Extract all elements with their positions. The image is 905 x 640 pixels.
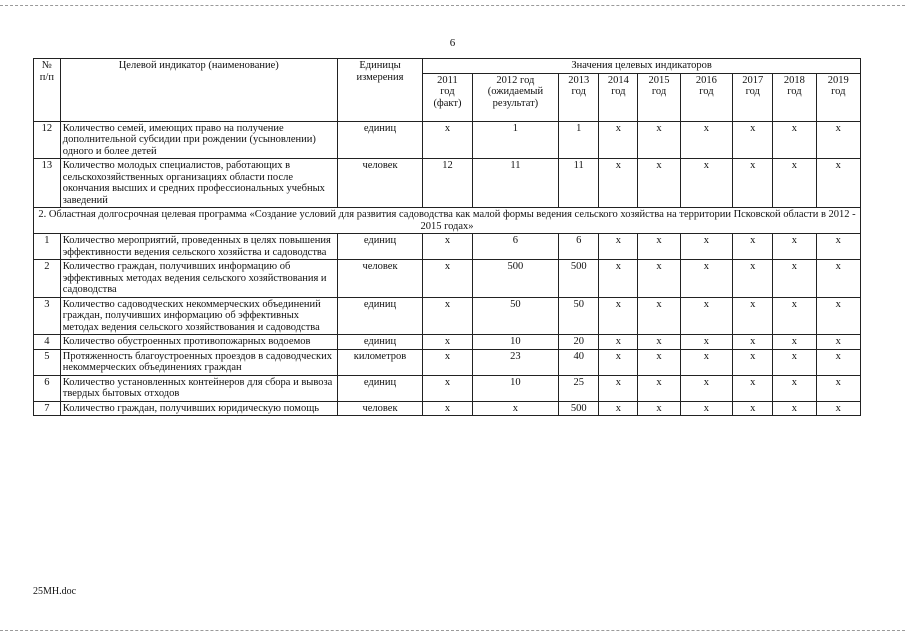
indicator-value: 1: [559, 121, 599, 159]
row-number: 1: [34, 234, 61, 260]
indicator-value: 11: [559, 159, 599, 208]
header-unit: Единицы измерения: [337, 59, 422, 122]
row-number: 12: [34, 121, 61, 159]
indicator-name: Количество установленных контейнеров для сбора и вывоза твердых бытовых отходов: [60, 375, 337, 401]
indicator-value: х: [680, 234, 733, 260]
header-year: 2014 год: [599, 73, 638, 121]
indicator-value: х: [773, 335, 816, 350]
indicator-value: 6: [472, 234, 558, 260]
indicator-value: х: [638, 121, 680, 159]
header-year: 2016 год: [680, 73, 733, 121]
indicator-value: х: [733, 335, 773, 350]
indicator-value: х: [638, 234, 680, 260]
row-number: 7: [34, 401, 61, 416]
header-year: 2019 год: [816, 73, 860, 121]
table-row: [34, 375, 861, 401]
unit-of-measure: единиц: [337, 297, 422, 335]
indicator-value: х: [733, 297, 773, 335]
indicator-value: 1: [472, 121, 558, 159]
header-row-1: [34, 59, 861, 74]
indicator-name: Количество обустроенных противопожарных водоемов: [60, 335, 337, 350]
indicator-value: х: [638, 401, 680, 416]
indicator-value: х: [773, 401, 816, 416]
indicator-value: х: [733, 375, 773, 401]
indicator-value: 6: [559, 234, 599, 260]
table-body-part-1: [34, 121, 861, 208]
unit-of-measure: единиц: [337, 121, 422, 159]
footer-filename: 25MH.doc: [33, 586, 77, 597]
indicator-value: х: [773, 234, 816, 260]
indicator-value: х: [773, 349, 816, 375]
indicator-value: х: [599, 375, 638, 401]
indicator-value: х: [680, 159, 733, 208]
scan-edge-top: [0, 5, 905, 6]
indicator-value: 40: [559, 349, 599, 375]
unit-of-measure: человек: [337, 401, 422, 416]
indicator-value: 500: [559, 260, 599, 298]
page-number: 6: [449, 37, 456, 49]
indicator-value: х: [599, 335, 638, 350]
row-number: 2: [34, 260, 61, 298]
indicator-value: х: [423, 335, 472, 350]
indicator-value: х: [816, 297, 860, 335]
indicator-value: х: [816, 234, 860, 260]
table-row: [34, 121, 861, 159]
indicator-value: х: [680, 260, 733, 298]
indicator-value: 500: [472, 260, 558, 298]
indicator-value: х: [733, 159, 773, 208]
unit-of-measure: человек: [337, 159, 422, 208]
table-row: [34, 234, 861, 260]
header-year: 2018 год: [773, 73, 816, 121]
indicator-value: х: [680, 335, 733, 350]
indicator-value: 25: [559, 375, 599, 401]
indicator-value: х: [733, 121, 773, 159]
indicator-value: х: [423, 401, 472, 416]
section-title: 2. Областная долгосрочная целевая программа «Создание условий для развития садоводства как малой формы ведения сельского хозяйства на территории Псковской области в 2012 - 2015 годах»: [34, 208, 861, 234]
indicator-value: х: [638, 260, 680, 298]
header-year: 2012 год (ожидаемый результат): [472, 73, 558, 121]
indicator-name: Количество граждан, получивших юридическую помощь: [60, 401, 337, 416]
indicator-value: х: [599, 260, 638, 298]
indicator-value: х: [816, 335, 860, 350]
indicator-value: х: [599, 297, 638, 335]
indicator-value: х: [423, 234, 472, 260]
indicator-value: х: [599, 401, 638, 416]
indicator-value: х: [638, 349, 680, 375]
indicator-value: х: [680, 349, 733, 375]
indicator-value: х: [680, 297, 733, 335]
indicator-value: х: [733, 349, 773, 375]
indicator-value: х: [423, 349, 472, 375]
indicator-name: Количество граждан, получивших информацию об эффективных методах ведения сельского хозяйствования и садоводства: [60, 260, 337, 298]
indicator-value: 10: [472, 375, 558, 401]
table-row: [34, 297, 861, 335]
indicator-value: х: [423, 121, 472, 159]
indicator-value: х: [599, 121, 638, 159]
indicator-name: Количество садоводческих некоммерческих объединений граждан, получивших информацию об эффективных методах ведения сельского хозяйствования и садоводства: [60, 297, 337, 335]
indicator-value: х: [423, 375, 472, 401]
indicator-value: х: [638, 375, 680, 401]
header-values-group: Значения целевых индикаторов: [423, 59, 861, 74]
indicator-value: 20: [559, 335, 599, 350]
indicator-value: х: [816, 121, 860, 159]
row-number: 6: [34, 375, 61, 401]
table-row: [34, 159, 861, 208]
indicator-value: х: [599, 349, 638, 375]
indicator-value: 50: [559, 297, 599, 335]
indicator-value: х: [773, 297, 816, 335]
indicators-table: [33, 58, 861, 416]
indicator-value: х: [733, 260, 773, 298]
indicator-name: Протяженность благоустроенных проездов в садоводческих некоммерческих объединениях граждан: [60, 349, 337, 375]
indicator-value: х: [816, 159, 860, 208]
table-row: [34, 349, 861, 375]
unit-of-measure: километров: [337, 349, 422, 375]
header-year: 2017 год: [733, 73, 773, 121]
header-year: 2013 год: [559, 73, 599, 121]
indicator-value: х: [733, 401, 773, 416]
indicator-value: х: [638, 335, 680, 350]
header-num: № п/п: [34, 59, 61, 122]
row-number: 4: [34, 335, 61, 350]
header-year: 2011 год (факт): [423, 73, 472, 121]
indicator-value: х: [816, 260, 860, 298]
section-2-body: [34, 208, 861, 234]
indicator-value: 12: [423, 159, 472, 208]
row-number: 5: [34, 349, 61, 375]
indicator-name: Количество мероприятий, проведенных в целях повышения эффективности ведения сельского хозяйства и садоводства: [60, 234, 337, 260]
header-name: Целевой индикатор (наименование): [60, 59, 337, 122]
table-body-part-2: [34, 234, 861, 416]
table-row: [34, 335, 861, 350]
indicator-value: х: [680, 121, 733, 159]
indicator-name: Количество молодых специалистов, работающих в сельскохозяйственных организациях области после окончания высших и средних профессиональных учебных заведений: [60, 159, 337, 208]
indicator-value: х: [423, 260, 472, 298]
unit-of-measure: человек: [337, 260, 422, 298]
section-row: [34, 208, 861, 234]
indicator-value: х: [423, 297, 472, 335]
indicator-value: х: [472, 401, 558, 416]
unit-of-measure: единиц: [337, 234, 422, 260]
indicator-value: х: [773, 121, 816, 159]
scan-edge-bottom: [0, 630, 905, 631]
row-number: 3: [34, 297, 61, 335]
indicator-value: х: [599, 234, 638, 260]
indicator-value: 500: [559, 401, 599, 416]
indicator-value: х: [733, 234, 773, 260]
indicator-value: х: [773, 159, 816, 208]
indicator-value: х: [680, 401, 733, 416]
indicator-value: х: [816, 349, 860, 375]
table-row: [34, 260, 861, 298]
indicator-value: 10: [472, 335, 558, 350]
indicator-value: х: [638, 159, 680, 208]
indicator-value: х: [816, 375, 860, 401]
indicator-value: 11: [472, 159, 558, 208]
indicator-value: х: [816, 401, 860, 416]
indicator-value: х: [638, 297, 680, 335]
row-number: 13: [34, 159, 61, 208]
indicator-value: х: [773, 260, 816, 298]
indicator-value: х: [773, 375, 816, 401]
indicator-name: Количество семей, имеющих право на получение дополнительной субсидии при рождении (усыновлении) одного и более детей: [60, 121, 337, 159]
indicator-value: 50: [472, 297, 558, 335]
indicator-value: х: [599, 159, 638, 208]
unit-of-measure: единиц: [337, 335, 422, 350]
table-row: [34, 401, 861, 416]
indicator-value: 23: [472, 349, 558, 375]
header-year: 2015 год: [638, 73, 680, 121]
indicator-value: х: [680, 375, 733, 401]
unit-of-measure: единиц: [337, 375, 422, 401]
